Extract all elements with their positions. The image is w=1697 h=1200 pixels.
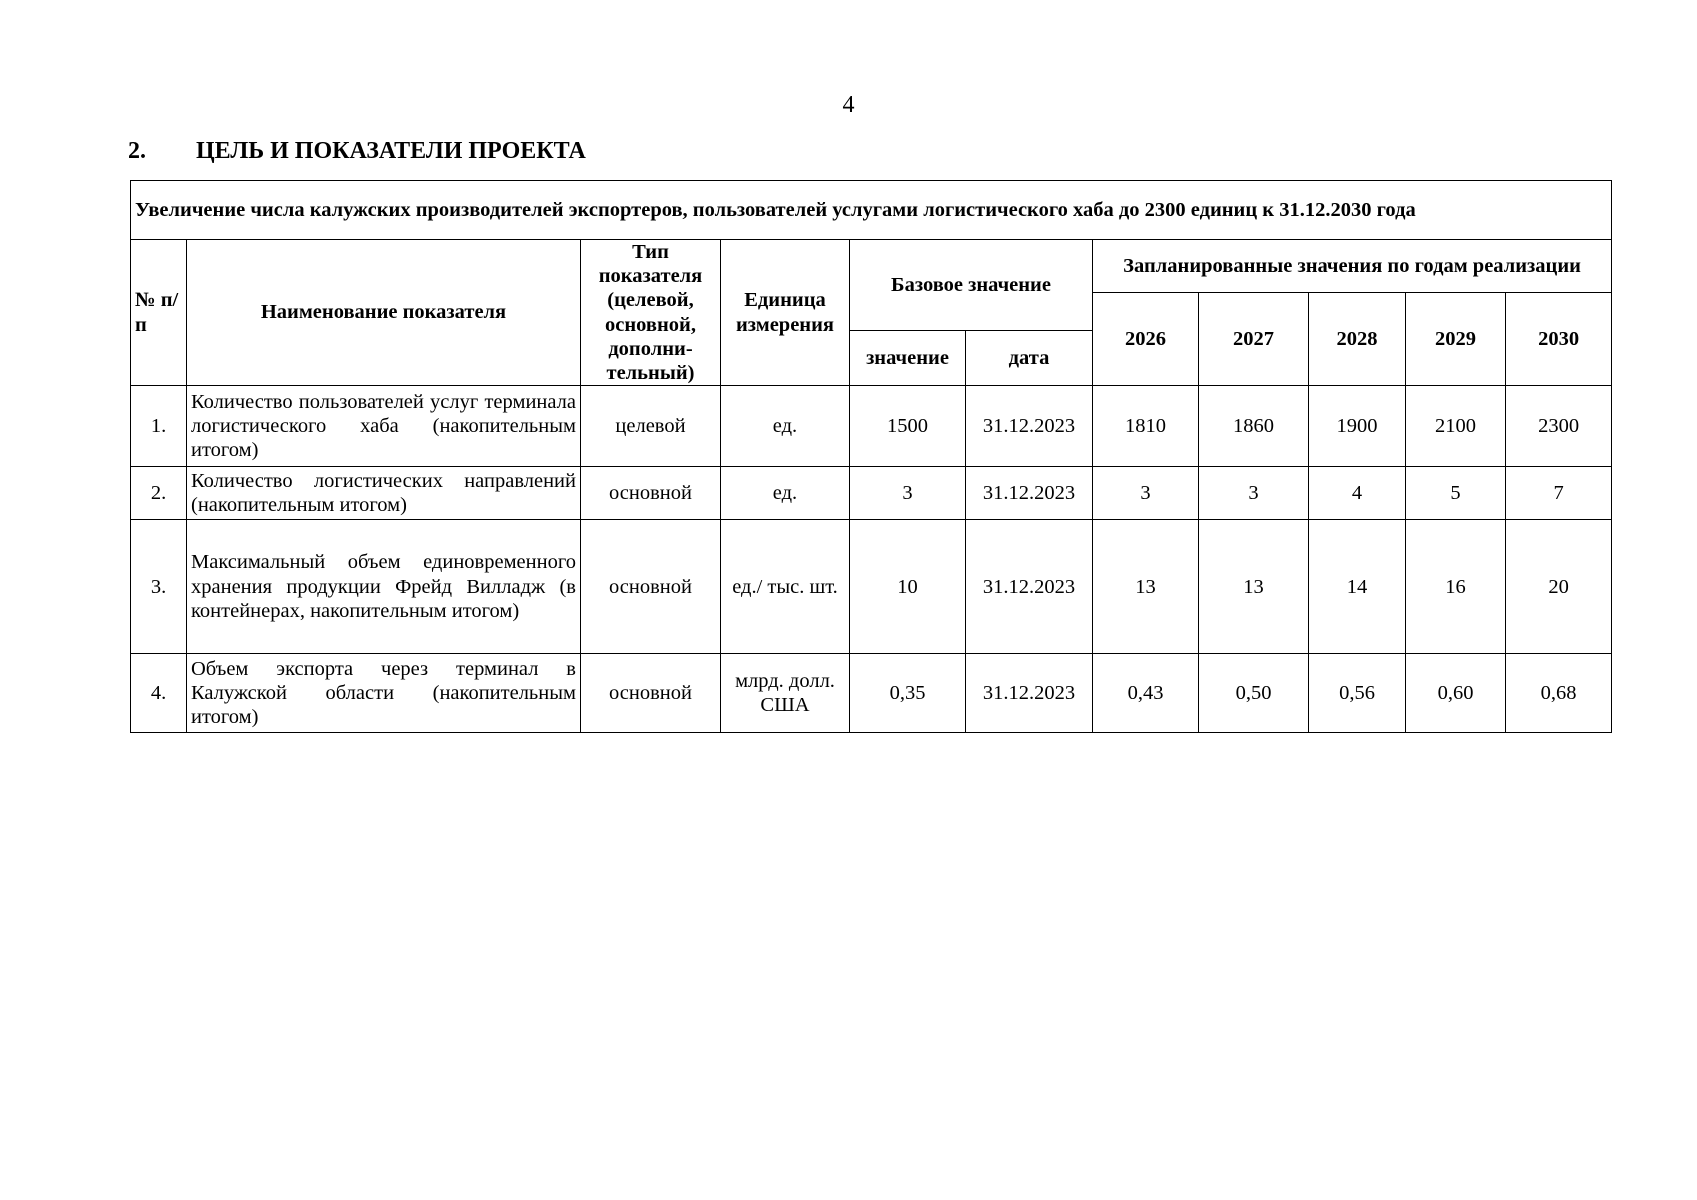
row-num: 4. [131,654,187,733]
base-date: 31.12.2023 [966,654,1093,733]
base-value: 1500 [850,386,966,467]
value-2027: 3 [1199,467,1309,520]
indicator-type: основной [581,467,721,520]
value-2030: 2300 [1506,386,1612,467]
table-row [131,467,1612,520]
value-2026: 1810 [1093,386,1199,467]
header-num: № п/п [131,240,187,386]
value-2029: 0,60 [1406,654,1506,733]
value-2029: 16 [1406,520,1506,654]
value-2028: 0,56 [1309,654,1406,733]
indicator-name: Количество пользователей услуг терминала логистического хаба (накопительным итогом) [187,386,581,467]
base-value: 3 [850,467,966,520]
value-2026: 3 [1093,467,1199,520]
indicators-table [130,180,1612,733]
header-name: Наименование показателя [187,240,581,386]
base-date: 31.12.2023 [966,386,1093,467]
value-2030: 20 [1506,520,1612,654]
table-row [131,520,1612,654]
base-value: 10 [850,520,966,654]
value-2028: 4 [1309,467,1406,520]
indicator-unit: ед. [721,467,850,520]
header-unit: Единица измерения [721,240,850,386]
row-num: 1. [131,386,187,467]
indicator-name: Количество логистических направлений (накопительным итогом) [187,467,581,520]
table-row [131,386,1612,467]
value-2026: 13 [1093,520,1199,654]
indicator-type: целевой [581,386,721,467]
value-2027: 1860 [1199,386,1309,467]
indicator-type: основной [581,520,721,654]
section-title [128,138,586,165]
header-base-value: значение [850,331,966,386]
value-2027: 0,50 [1199,654,1309,733]
value-2026: 0,43 [1093,654,1199,733]
section-number: 2. [128,138,146,164]
header-year-2029: 2029 [1406,293,1506,386]
section-title-text: ЦЕЛЬ И ПОКАЗАТЕЛИ ПРОЕКТА [196,138,586,164]
header-year-2026: 2026 [1093,293,1199,386]
header-planned: Запланированные значения по годам реализации [1093,240,1612,293]
value-2029: 2100 [1406,386,1506,467]
value-2027: 13 [1199,520,1309,654]
page-number: 4 [842,92,855,118]
header-year-2027: 2027 [1199,293,1309,386]
goal-statement: Увеличение числа калужских производителей экспортеров, пользователей услугами логистического хаба до 2300 единиц к 31.12.2030 года [131,181,1612,240]
value-2030: 0,68 [1506,654,1612,733]
value-2030: 7 [1506,467,1612,520]
indicator-unit: ед. [721,386,850,467]
header-base-date: дата [966,331,1093,386]
value-2028: 1900 [1309,386,1406,467]
indicator-name: Объем экспорта через терминал в Калужской области (накопительным итогом) [187,654,581,733]
base-date: 31.12.2023 [966,520,1093,654]
base-date: 31.12.2023 [966,467,1093,520]
base-value: 0,35 [850,654,966,733]
header-year-2030: 2030 [1506,293,1612,386]
indicator-name: Максимальный объем единовременного хранения продукции Фрейд Вилладж (в контейнерах, накопительным итогом) [187,520,581,654]
indicator-unit: млрд. долл. США [721,654,850,733]
row-num: 3. [131,520,187,654]
indicator-type: основной [581,654,721,733]
table-row [131,654,1612,733]
header-base: Базовое значение [850,240,1093,331]
value-2029: 5 [1406,467,1506,520]
value-2028: 14 [1309,520,1406,654]
indicator-unit: ед./ тыс. шт. [721,520,850,654]
header-type: Тип показателя (целевой, основной, дополни-тельный) [581,240,721,386]
indicators-table-wrap [130,180,1612,733]
header-year-2028: 2028 [1309,293,1406,386]
row-num: 2. [131,467,187,520]
